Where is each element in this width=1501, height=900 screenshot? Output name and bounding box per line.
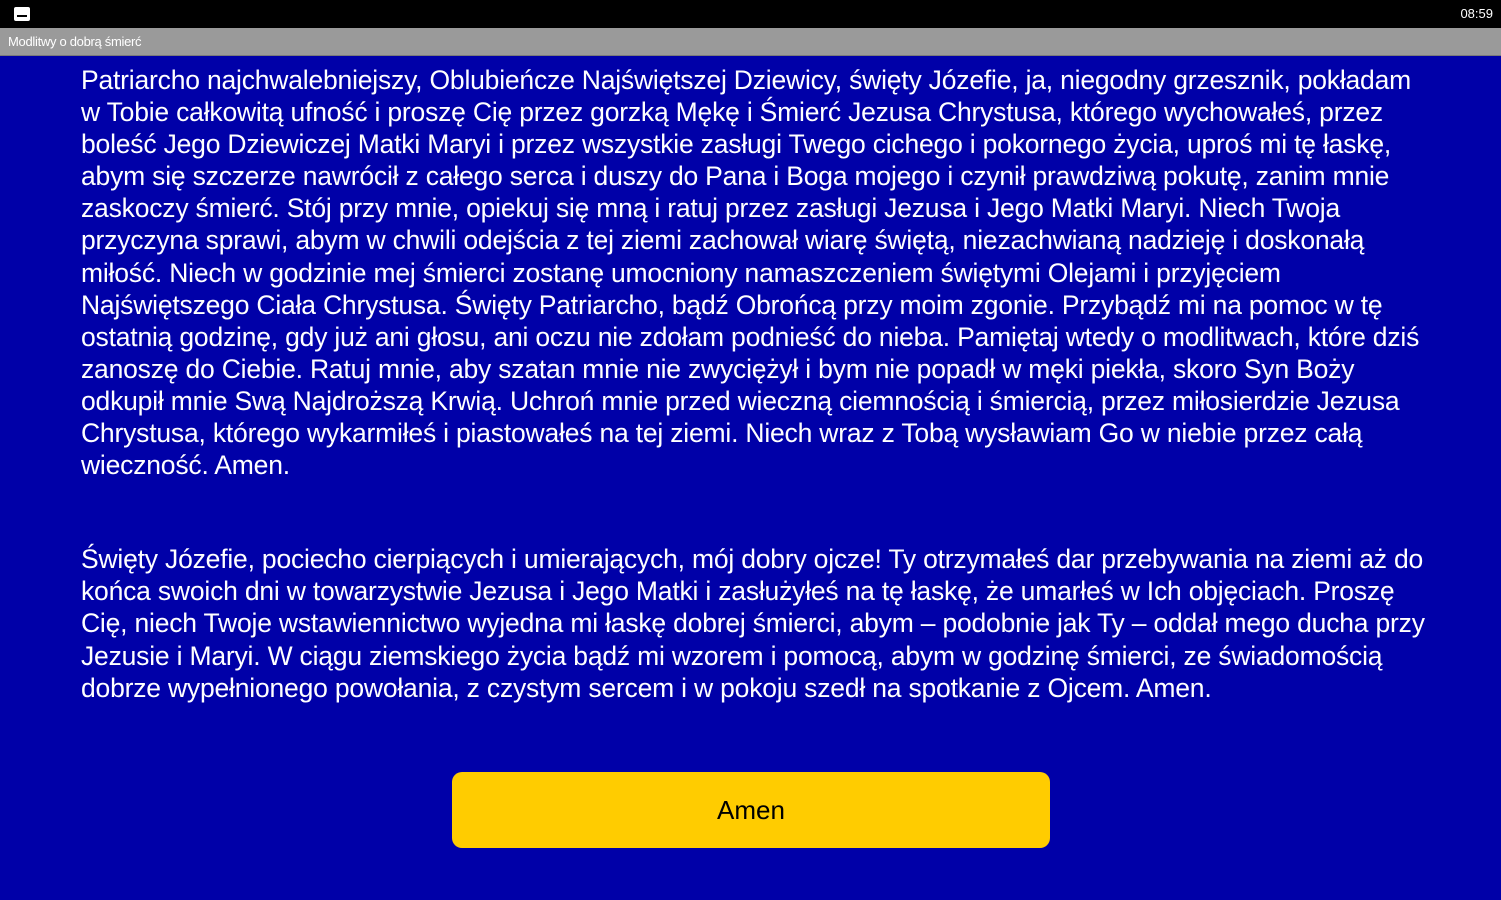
prayer-content <box>81 64 1426 704</box>
notification-icon <box>14 7 30 21</box>
app-title: Modlitwy o dobrą śmierć <box>8 34 142 49</box>
prayer-text-1: Patriarcho najchwalebniejszy, Oblubieńcze Najświętszej Dziewicy, święty Józefie, ja, niegodny grzesznik, pokładam w Tobie całkowitą ufność i proszę Cię przez gorzką Mękę i Śmierć Jezusa Chrystusa, którego wychowałeś, przez boleść Jego Dziewiczej Matki Maryi i przez wszystkie zasługi Twego cichego i pokornego życia, uproś mi tę łaskę, abym się szczerze nawrócił z całego serca i duszy do Pana i Boga mojego i czynił prawdziwą pokutę, zanim mnie zaskoczy śmierć. Stój przy mnie, opiekuj się mną i ratuj przez zasługi Jezusa i Jego Matki Maryi. Niech Twoja przyczyna sprawi, abym w chwili odejścia z tej ziemi zachował wiarę świętą, niezachwianą nadzieję i doskonałą miłość. Niech w godzinie mej śmierci zostanę umocniony namaszczeniem świętymi Olejami i przyjęciem Najświętszego Ciała Chrystusa. Święty Patriarcho, bądź Obrońcą przy moim zgonie. Przybądź mi na pomoc w tę ostatnią godzinę, gdy już ani głosu, ani oczu nie zdołam podnieść do nieba. Pamiętaj wtedy o modlitwach, które dziś zanoszę do Ciebie. Ratuj mnie, aby szatan mnie nie zwyciężył i bym nie popadł w męki piekła, skoro Syn Boży odkupił mnie Swą Najdroższą Krwią. Uchroń mnie przed wieczną ciemnością i śmiercią, przez miłosierdzie Jezusa Chrystusa, którego wykarmiłeś i piastowałeś na tej ziemi. Niech wraz z Tobą wysławiam Go w niebie przez całą wieczność. Amen. <box>81 65 1420 481</box>
status-bar <box>0 0 1501 28</box>
amen-button[interactable]: Amen <box>452 772 1050 848</box>
app-title-bar <box>0 28 1501 56</box>
prayer-text-2: Święty Józefie, pociecho cierpiących i umierających, mój dobry ojcze! Ty otrzymałeś dar przebywania na ziemi aż do końca swoich dni w towarzystwie Jezusa i Jego Matki i zasłużyłeś na tę łaskę, że umarłeś w Ich objęciach. Proszę Cię, niech Twoje wstawiennictwo wyjedna mi łaskę dobrej śmierci, abym – podobnie jak Ty – oddał mego ducha przy Jezusie i Maryi. W ciągu ziemskiego życia bądź mi wzorem i pomocą, abym w godzinę śmierci, ze świadomością dobrze wypełnionego powołania, z czystym sercem i w pokoju szedł na spotkanie z Ojcem. Amen. <box>81 544 1425 703</box>
status-time: 08:59 <box>1460 6 1493 21</box>
